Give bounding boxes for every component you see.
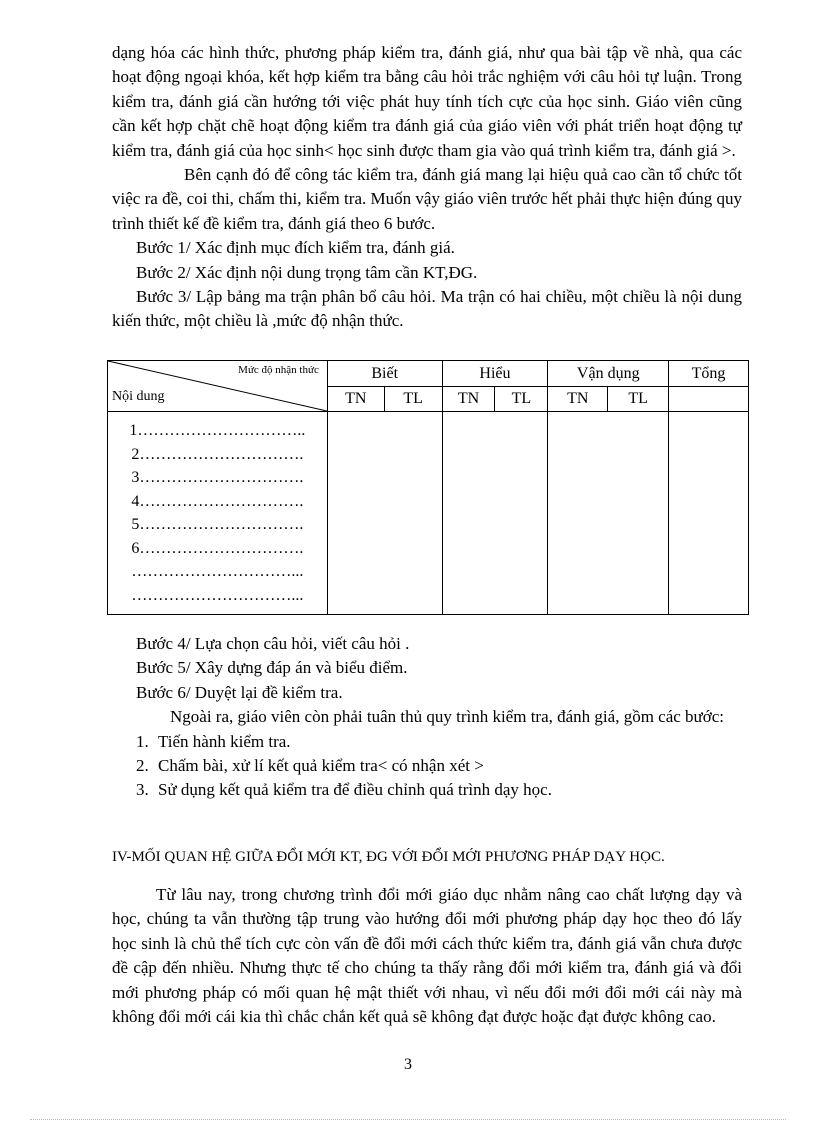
matrix-group-header: Hiểu — [442, 361, 548, 387]
matrix-sub-header: TN — [548, 387, 608, 412]
procedure-item: 2. Chấm bài, xử lí kết quả kiểm tra< có nhận xét > — [136, 756, 484, 776]
matrix-content-row: 2…………………………. — [131, 445, 304, 463]
assessment-matrix-table — [107, 360, 749, 615]
matrix-corner-bottom: Nội dung — [112, 389, 165, 404]
page-body-3 — [112, 883, 742, 1029]
matrix-sub-header: TN — [327, 387, 384, 412]
matrix-corner-top: Mức độ nhận thức — [238, 364, 319, 376]
matrix-body-cell — [442, 412, 548, 615]
matrix-content-row: 5…………………………. — [131, 516, 304, 533]
matrix-group-header: Biết — [327, 361, 442, 387]
matrix-body-cell — [669, 412, 749, 615]
page-body-2 — [112, 632, 742, 803]
procedure-item: 3. Sử dụng kết quả kiểm tra để điều chỉnh quá trình dạy học. — [136, 780, 552, 800]
paragraph-procedure: Ngoài ra, giáo viên còn phải tuân thủ quy trình kiểm tra, đánh giá, gồm các bước: — [170, 707, 725, 727]
step-2: Bước 2/ Xác định nội dung trọng tâm cần KT,ĐG. — [136, 262, 478, 282]
page-bottom-divider — [30, 1119, 786, 1120]
matrix-corner-cell — [108, 361, 328, 412]
matrix-content-row: 3…………………………. — [131, 469, 304, 486]
matrix-body-cell — [548, 412, 669, 615]
matrix-body-cell — [327, 412, 442, 615]
step-6: Bước 6/ Duyệt lại đề kiểm tra. — [136, 682, 343, 702]
steps-list-2 — [112, 632, 742, 705]
matrix-sub-header: TL — [384, 387, 442, 412]
matrix-sub-header: TL — [608, 387, 669, 412]
procedure-list — [112, 730, 742, 803]
paragraph-context: Bên cạnh đó để công tác kiểm tra, đánh giá mang lại hiệu quả cao cần tổ chức tốt việc ra đề, coi thi, chấm thi, kiểm tra. Muốn vậy giáo viên trước hết phải thực hiện đúng quy trình thiết kế đề kiểm tra, đánh giá theo 6 bước. — [112, 165, 742, 233]
matrix-content-row: …………………………... — [131, 563, 304, 580]
matrix-content-row: 6…………………………. — [131, 539, 304, 557]
matrix-sub-header: TL — [495, 387, 548, 412]
matrix-content-row: 4…………………………. — [131, 492, 304, 510]
step-4: Bước 4/ Lựa chọn câu hỏi, viết câu hỏi . — [136, 634, 410, 653]
section-heading: IV-MỐI QUAN HỆ GIỮA ĐỔI MỚI KT, ĐG VỚI ĐỔI MỚI PHƯƠNG PHÁP DẠY HỌC. — [112, 849, 665, 865]
matrix-content-row: 1………………………….. — [129, 422, 306, 439]
step-1: Bước 1/ Xác định mục đích kiểm tra, đánh giá. — [136, 238, 455, 258]
matrix-empty-cell — [669, 387, 749, 412]
page-body — [112, 41, 742, 334]
matrix-group-header: Tổng — [669, 361, 749, 387]
paragraph-intro: dạng hóa các hình thức, phương pháp kiểm tra, đánh giá, như qua bài tập về nhà, qua các hoạt động ngoại khóa, kết hợp kiểm tra bằng câu hỏi trắc nghiệm với câu hỏi tự luận. Trong kiểm tra, đánh giá cần hướng tới việc phát huy tính tích cực của học sinh. Giáo viên cũng cần kết hợp chặt chẽ hoạt động kiểm tra đánh giá của giáo viên với phát triển hoạt động tự kiểm tra, đánh giá của học sinh< học sinh được tham gia vào quá trình kiểm tra, đánh giá >. — [112, 43, 742, 160]
steps-list-1 — [112, 236, 742, 334]
procedure-item: 1. Tiến hành kiểm tra. — [136, 731, 291, 751]
page-number: 3 — [404, 1056, 412, 1073]
step-3: Bước 3/ Lập bảng ma trận phân bổ câu hỏi. Ma trận có hai chiều, một chiều là nội dung kiến thức, một chiều là ,mức độ nhận thức. — [112, 287, 742, 331]
paragraph-relationship: Từ lâu nay, trong chương trình đổi mới giáo dục nhằm nâng cao chất lượng dạy và học, chúng ta vẫn thường tập trung vào hướng đổi mới phương pháp dạy học theo đó lấy học sinh là chủ thể tích cực còn vấn đề đổi mới cách thức kiểm tra, đánh giá vẫn chưa được đề cập đến nhiều. Nhưng thực tế cho chúng ta thấy rằng đổi mới kiểm tra, đánh giá và đổi mới phương pháp có mối quan hệ mật thiết với nhau, vì nếu đổi mới đổi mới cái này mà không đổi mới cái kia thì chắc chắn kết quả sẽ không đạt được hoặc đạt được không cao. — [112, 885, 742, 1027]
matrix-content-row: …………………………... — [131, 586, 304, 604]
matrix-group-header: Vận dụng — [548, 361, 669, 387]
matrix-content-column — [108, 412, 328, 615]
step-5: Bước 5/ Xây dựng đáp án và biểu điểm. — [136, 658, 408, 678]
matrix-sub-header: TN — [442, 387, 495, 412]
